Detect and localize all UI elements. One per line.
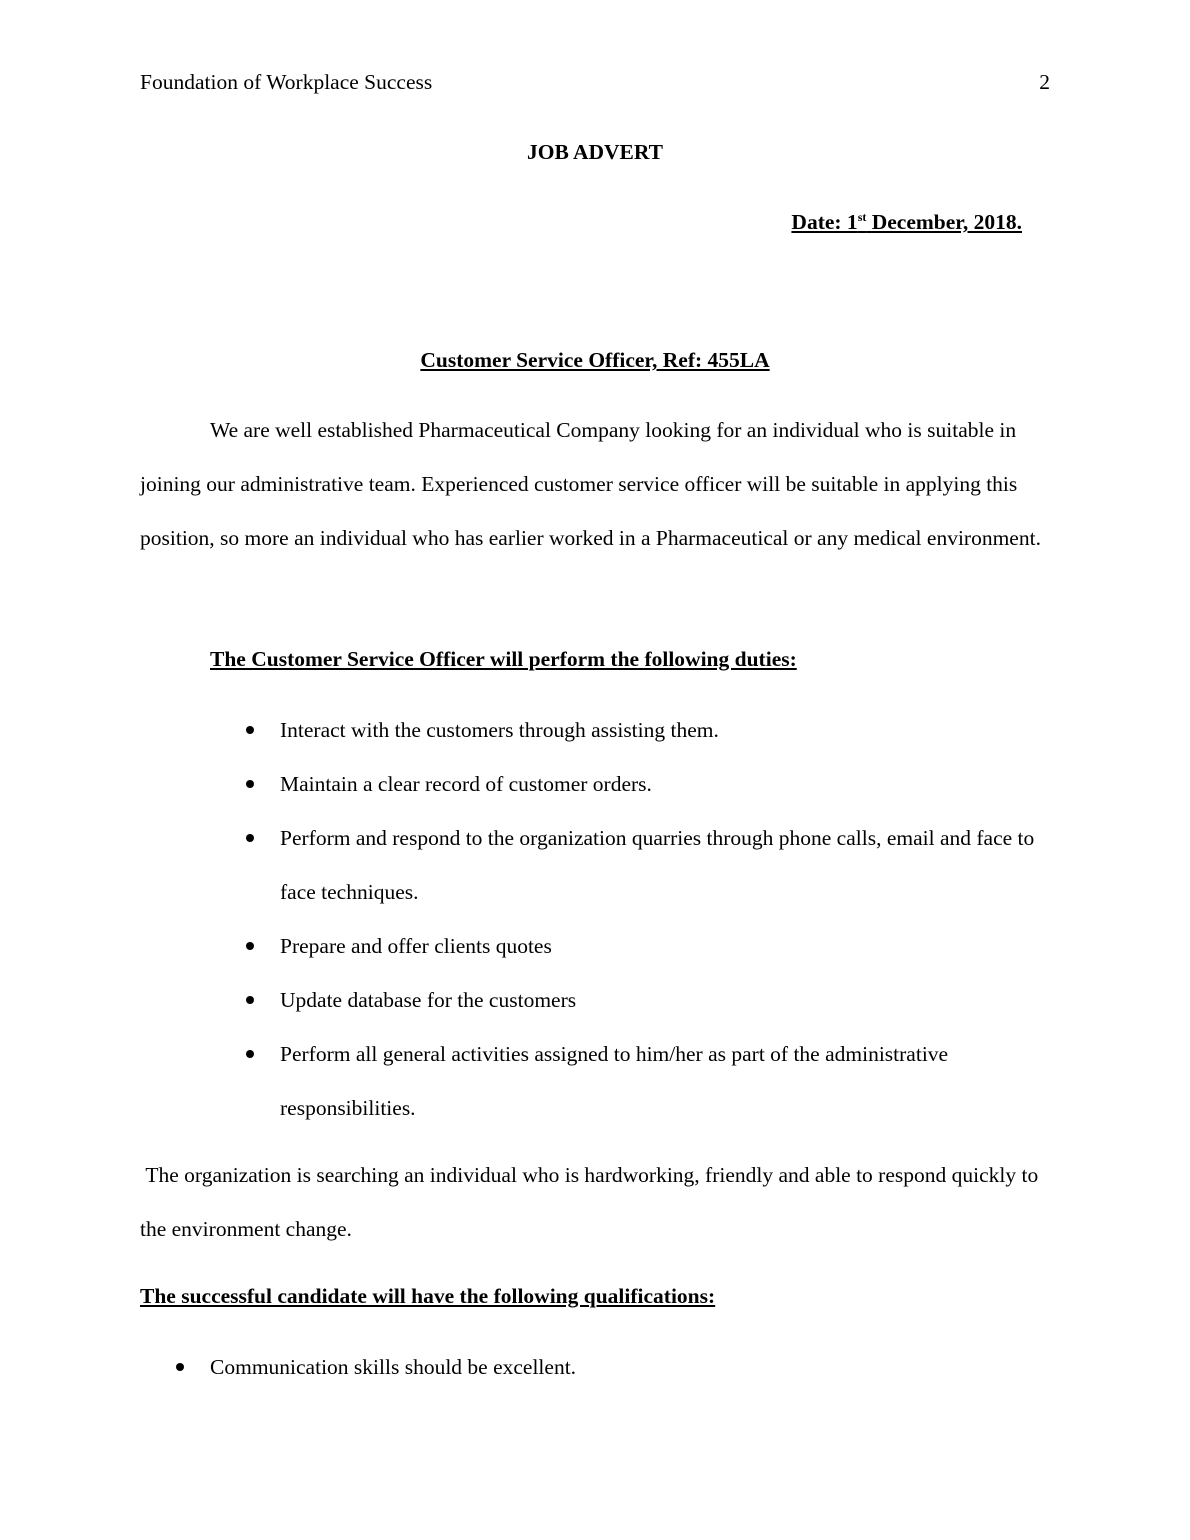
date-suffix: December, 2018. xyxy=(866,210,1022,234)
duty-text: Interact with the customers through assisting them. xyxy=(280,718,719,742)
qualifications-list xyxy=(210,1340,1050,1394)
bullet-icon xyxy=(246,780,254,788)
duty-text: Perform all general activities assigned to him/her as part of the administrative responsibilities. xyxy=(280,1042,949,1120)
qualification-text: Communication skills should be excellent. xyxy=(210,1355,577,1379)
duty-item xyxy=(280,811,1050,919)
duty-item xyxy=(280,973,1050,1027)
duty-text: Update database for the customers xyxy=(280,988,577,1012)
bullet-icon xyxy=(246,726,254,734)
date-superscript: st xyxy=(857,209,867,224)
page-number: 2 xyxy=(1039,70,1050,94)
bullet-icon xyxy=(246,996,254,1004)
duty-text: Perform and respond to the organization quarries through phone calls, email and face to face techniques. xyxy=(280,826,1035,904)
duty-text: Prepare and offer clients quotes xyxy=(280,934,552,958)
duty-item xyxy=(280,1027,1050,1135)
organization-paragraph: The organization is searching an individual who is hardworking, friendly and able to respond quickly to the environment change. xyxy=(140,1163,1044,1241)
bullet-icon xyxy=(246,834,254,842)
bullet-icon xyxy=(246,942,254,950)
bullet-icon xyxy=(246,1050,254,1058)
duty-item xyxy=(280,703,1050,757)
intro-paragraph: We are well established Pharmaceutical Company looking for an individual who is suitable in joining our administrative team. Experienced customer service officer will be suitable in applying this position, so more an individual who has earlier worked in a Pharmaceutical or any medical environment. xyxy=(140,418,1041,550)
running-header-title: Foundation of Workplace Success xyxy=(140,70,433,94)
duties-list xyxy=(280,703,1050,1135)
qualifications-heading: The successful candidate will have the following qualifications: xyxy=(140,1284,716,1308)
advert-date xyxy=(791,210,1022,235)
bullet-icon xyxy=(176,1363,184,1371)
position-title: Customer Service Officer, Ref: 455LA xyxy=(420,348,770,372)
duties-heading: The Customer Service Officer will perform the following duties: xyxy=(210,647,797,671)
date-prefix: Date: 1 xyxy=(791,210,858,234)
duty-item xyxy=(280,757,1050,811)
document-title: JOB ADVERT xyxy=(526,140,664,164)
qualification-item xyxy=(210,1340,1050,1394)
duty-text: Maintain a clear record of customer orders. xyxy=(280,772,652,796)
duty-item xyxy=(280,919,1050,973)
